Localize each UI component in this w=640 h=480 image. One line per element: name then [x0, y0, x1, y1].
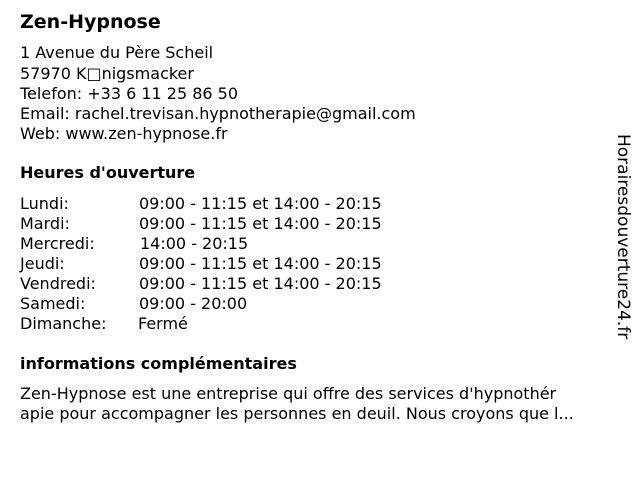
opening-hours: 09:00 - 11:15 et 14:00 - 20:15 [139, 214, 382, 233]
phone-text: Telefon: +33 6 11 25 86 50 [20, 84, 239, 103]
day-label: Vendredi: [20, 274, 96, 293]
day-label: Mardi: [20, 214, 70, 233]
day-label: Mercredi: [20, 234, 95, 253]
web-text: Web: www.zen-hypnose.fr [20, 124, 228, 143]
info-heading: informations complémentaires [20, 354, 297, 373]
watermark-text: Horairesdouverture24.fr [613, 134, 633, 340]
address-city: 57970 K□nigsmacker [20, 64, 194, 83]
address-street: 1 Avenue du Père Scheil [20, 43, 214, 62]
description-line: apie pour accompagner les personnes en deuil. Nous croyons que l... [20, 404, 574, 423]
day-label: Jeudi: [20, 254, 65, 273]
email-text: Email: rachel.trevisan.hypnotherapie@gmail.com [20, 104, 416, 123]
description-line: Zen-Hypnose est une entreprise qui offre des services d'hypnothér [20, 384, 557, 403]
business-name: Zen-Hypnose [20, 11, 161, 33]
opening-hours: 14:00 - 20:15 [140, 234, 249, 253]
opening-hours: 09:00 - 11:15 et 14:00 - 20:15 [139, 254, 382, 273]
opening-hours: 09:00 - 20:00 [139, 294, 248, 313]
day-label: Samedi: [20, 294, 86, 313]
hours-heading: Heures d'ouverture [20, 163, 196, 182]
opening-hours: Fermé [138, 314, 188, 333]
opening-hours: 09:00 - 11:15 et 14:00 - 20:15 [139, 194, 382, 213]
day-label: Lundi: [20, 194, 69, 213]
opening-hours: 09:00 - 11:15 et 14:00 - 20:15 [139, 274, 382, 293]
site-watermark [610, 134, 638, 346]
day-label: Dimanche: [20, 314, 107, 333]
